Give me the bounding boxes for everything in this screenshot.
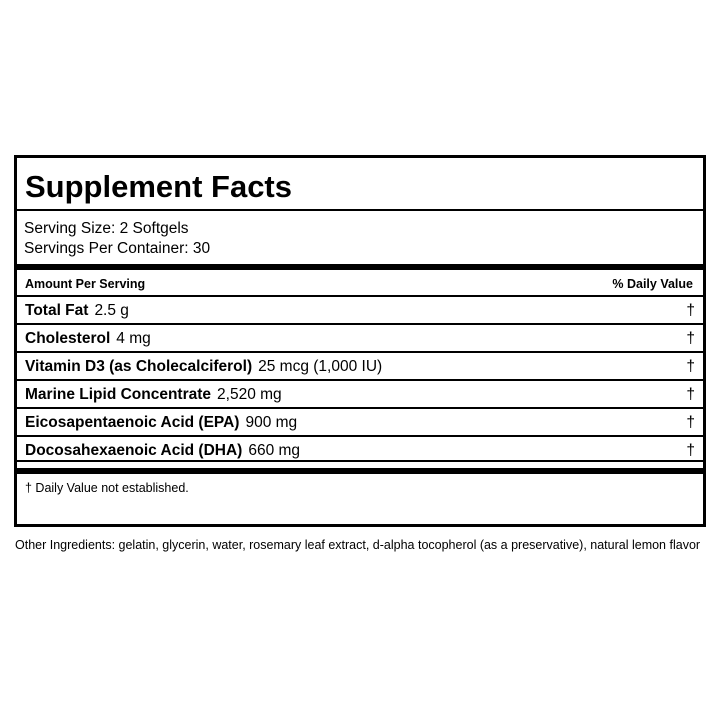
nutrient-daily-value: †: [686, 358, 695, 375]
nutrient-row-vitamin-d3: [17, 353, 703, 380]
servings-per-container: Servings Per Container: 30: [24, 240, 211, 257]
serving-size: Serving Size: 2 Softgels: [24, 220, 189, 237]
other-ingredients: Other Ingredients: gelatin, glycerin, water, rosemary leaf extract, d-alpha tocopherol (as a preservative), natural lemon flavor: [15, 538, 701, 552]
divider: [17, 460, 703, 462]
nutrient-name: Vitamin D3 (as Cholecalciferol) 25 mcg (1,000 IU): [25, 358, 383, 375]
footnote: † Daily Value not established.: [25, 481, 189, 495]
column-header-row: [17, 274, 703, 294]
nutrient-name: Total Fat 2.5 g: [25, 302, 129, 319]
divider: [17, 209, 703, 211]
thick-divider: [17, 468, 703, 474]
nutrient-amount: 2.5 g: [94, 302, 129, 319]
supplement-facts-panel: [14, 155, 706, 527]
nutrient-name: Cholesterol 4 mg: [25, 330, 151, 347]
nutrient-row-cholesterol: [17, 325, 703, 352]
nutrient-row-marine-lipid: [17, 381, 703, 408]
nutrient-amount: 4 mg: [116, 330, 151, 347]
nutrient-name: Docosahexaenoic Acid (DHA) 660 mg: [25, 442, 301, 459]
daily-value-header: % Daily Value: [612, 277, 693, 291]
nutrient-name: Marine Lipid Concentrate 2,520 mg: [25, 386, 282, 403]
thick-divider: [17, 264, 703, 270]
amount-per-serving-header: Amount Per Serving: [25, 277, 146, 291]
panel-title: Supplement Facts: [25, 169, 292, 204]
nutrient-amount: 660 mg: [248, 442, 301, 459]
nutrient-daily-value: †: [686, 302, 695, 319]
nutrient-amount: 2,520 mg: [217, 386, 282, 403]
nutrient-row-epa: [17, 409, 703, 436]
nutrient-daily-value: †: [686, 386, 695, 403]
nutrient-amount: 900 mg: [245, 414, 298, 431]
nutrient-daily-value: †: [686, 414, 695, 431]
nutrient-name: Eicosapentaenoic Acid (EPA) 900 mg: [25, 414, 298, 431]
nutrient-amount: 25 mcg (1,000 IU): [258, 358, 383, 375]
nutrient-daily-value: †: [686, 442, 695, 459]
nutrient-row-total-fat: [17, 297, 703, 324]
nutrient-daily-value: †: [686, 330, 695, 347]
